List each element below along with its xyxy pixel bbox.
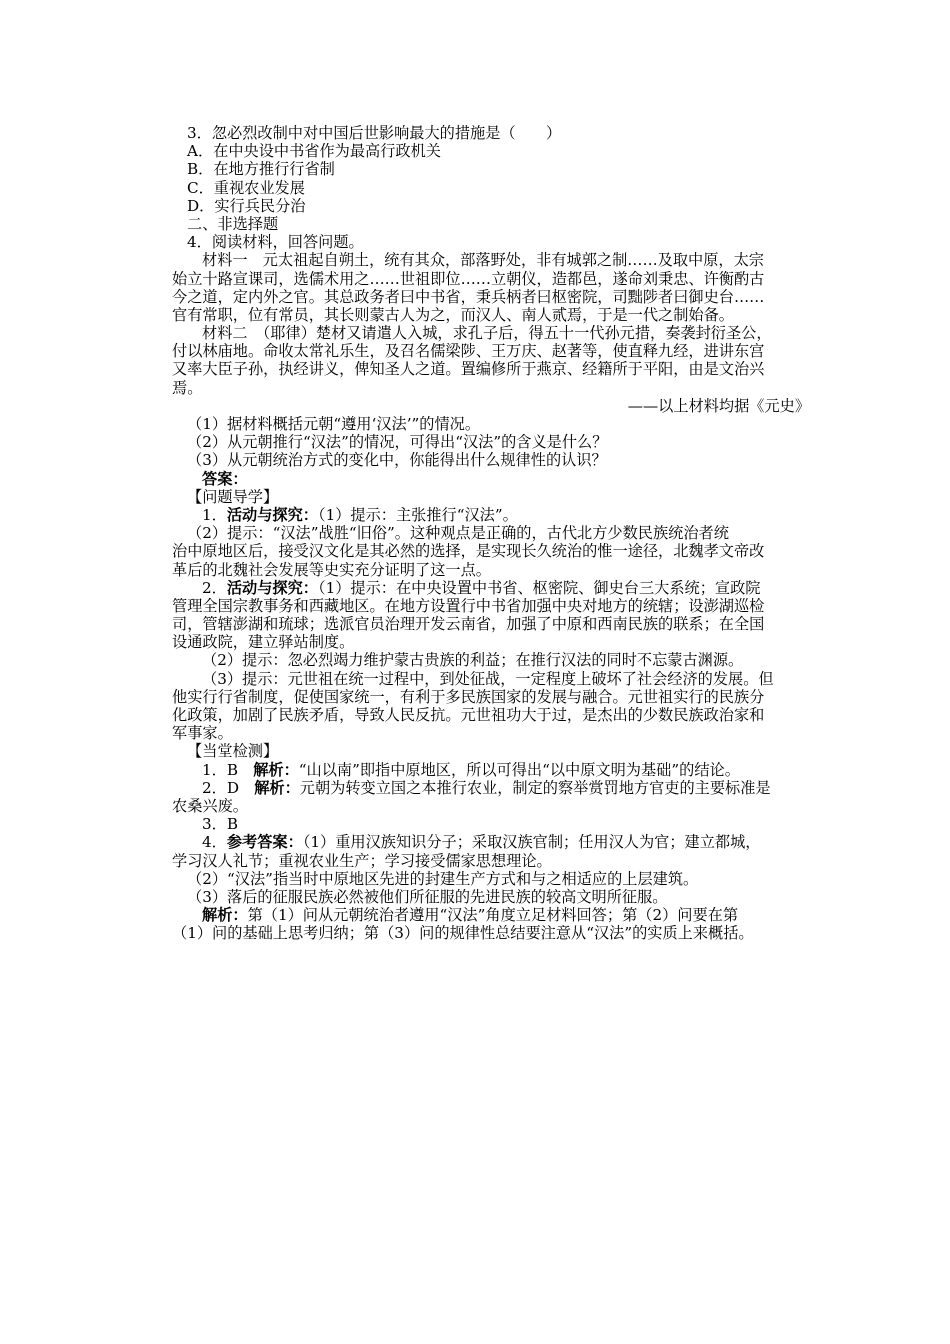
material2-line: 付以林庙地。命收太常礼乐生，及召名儒梁陟、王万庆、赵著等，使直释九经，进讲东宫 [172,342,765,361]
document-content [172,124,812,942]
answer-1: 1．活动与探究：（1）提示：主张推行“汉法”。 [202,505,518,524]
answer-line: 革后的北魏社会发展等史实充分证明了这一点。 [172,560,491,579]
answer-line: 管理全国宗教事务和西藏地区。在地方设置行中书省加强中央对地方的统辖；设澎湖巡检 [172,596,765,615]
material1-line: 今之道，定内外之官。其总政务者曰中书省，秉兵柄者曰枢密院，司黜陟者曰御史台…… [172,287,765,306]
answer-line: 司，管辖澎湖和琉球；选派官员治理开发云南省，加强了中原和西南民族的联系；在全国 [172,615,765,634]
material2-line: 又率大臣子孙，执经讲义，俾知圣人之道。置编修所于燕京、经籍所于平阳，由是文治兴 [172,360,765,379]
question-3: 3．忽必烈改制中对中国后世影响最大的措施是（ ） [187,124,562,142]
option-d: D．实行兵民分治 [187,196,306,215]
material1-line: 材料一 元太祖起自朔土，统有其众，部落野处，非有城郭之制……及取中原，太宗 [202,251,764,270]
option-a: A．在中央设中书省作为最高行政机关 [187,142,441,161]
option-c: C．重视农业发展 [187,178,305,197]
answer-line: 治中原地区后，接受汉文化是其必然的选择，是实现长久统治的惟一途径，北魏孝文帝改 [172,542,765,561]
material1-line: 始立十路宣课司，选儒术用之……世祖即位……立朝仪，造都邑，遂命刘秉忠、许衡酌古 [172,269,765,288]
answer-line: 化政策，加剧了民族矛盾，导致人民反抗。元世祖功大于过，是杰出的少数民族政治家和 [172,706,765,724]
answer-line: （3）提示：元世祖在统一过程中，到处征战，一定程度上破坏了社会经济的发展。但 [202,669,774,688]
answer-line: 设通政院，建立驿站制度。 [172,633,355,652]
answer-line: 农桑兴废。 [172,796,248,815]
answer-line: （1）问的基础上思考归纳；第（3）问的规律性总结要注意从“汉法”的实质上来概括。 [172,924,754,943]
sub-question: （3）从元朝统治方式的变化中，你能得出什么规律性的认识？ [187,451,607,470]
section-heading: 二、非选择题 [187,214,279,233]
question-4: 4．阅读材料，回答问题。 [187,233,364,252]
material-source: ——以上材料均据《元史》 [627,396,810,415]
answer-line: （2）提示：“汉法”战胜“旧俗”。这种观点是正确的，古代北方少数民族统治者统 [187,524,729,543]
material2-line: 焉。 [172,378,203,397]
material1-line: 官有常职，位有常员，其长则蒙古人为之，而汉人、南人贰焉，于是一代之制始备。 [172,305,734,324]
answer-label: 答案： [202,469,248,488]
answer-line: （3）落后的征服民族必然被他们所征服的先进民族的较高文明所征服。 [187,887,668,906]
answer-line: （2）“汉法”指当时中原地区先进的封建生产方式和与之相适应的上层建筑。 [187,869,699,888]
sub-question: （1）据材料概括元朝“遵用‘汉法’”的情况。 [187,415,481,433]
check-heading: 【当堂检测】 [187,742,279,761]
answer-line: 学习汉人礼节；重视农业生产；学习接受儒家思想理论。 [172,851,552,870]
check-answer-2: 2．D 解析：元朝为转变立国之本推行农业，制定的察举赏罚地方官吏的主要标准是 [202,778,771,797]
check-answer-3: 3．B [202,815,239,834]
answer-line: 军事家。 [172,724,233,743]
answer-line: （2）提示：忽必烈竭力维护蒙古贵族的利益；在推行汉法的同时不忘蒙古渊源。 [202,651,744,670]
explanation: 解析：第（1）问从元朝统治者遵用“汉法”角度立足材料回答；第（2）问要在第 [202,906,739,925]
guide-heading: 【问题导学】 [187,487,279,506]
material2-line: 材料二 （耶律）楚材又请遣人入城，求孔子后，得五十一代孙元措，奏袭封衍圣公， [202,324,772,343]
check-answer-1: 1．B 解析：“山以南”即指中原地区，所以可得出“以中原文明为基础”的结论。 [202,760,740,779]
answer-line: 他实行行省制度，促使国家统一，有利于多民族国家的发展与融合。元世祖实行的民族分 [172,687,765,706]
sub-question: （2）从元朝推行“汉法”的情况，可得出“汉法”的含义是什么？ [187,433,608,452]
option-b: B．在地方推行行省制 [187,160,335,179]
check-answer-4: 4．参考答案：（1）重用汉族知识分子；采取汉族官制；任用汉人为官；建立都城， [202,833,761,852]
answer-2: 2．活动与探究：（1）提示：在中央设置中书省、枢密院、御史台三大系统；宣政院 [202,578,761,597]
